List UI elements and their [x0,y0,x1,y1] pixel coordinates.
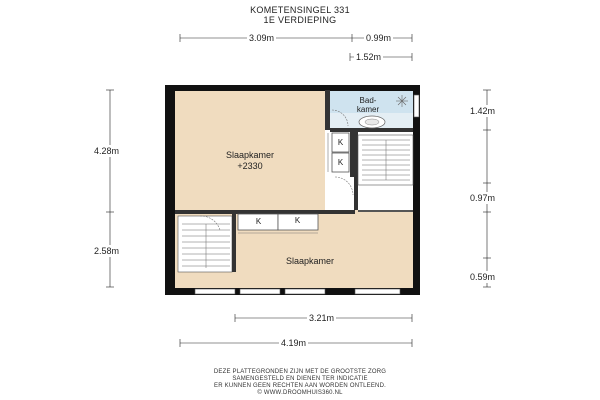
plan-subtitle: 1E VERDIEPING [263,15,337,25]
dim-right-bottom: 0.59m [470,272,496,282]
footer-line-3: ER KUNNEN GEEN RECHTEN AAN WORDEN ONTLEEND. [214,383,386,389]
dim-top-right: 0.99m [366,33,392,43]
wall-top [165,85,420,91]
dim-top-left: 3.09m [249,33,275,43]
window-bottom-3 [285,289,325,294]
footer-line-1: DEZE PLATTEGRONDEN ZIJN MET DE GROOTSTE ZORG [213,369,387,375]
wall-stair-lower-right [232,214,236,272]
room-upper-bedroom-height: +2330 [237,161,263,171]
dim-right-top: 1.42m [470,106,496,116]
closet-label-4: K [294,216,301,225]
dim-left-upper: 4.28m [94,146,120,156]
wall-stair-left [354,132,358,210]
room-bathroom-line1: Bad- [359,96,377,105]
door-swing-upper [335,177,353,195]
room-bathroom-line2: kamer [356,105,380,114]
wall-left [165,85,175,295]
closet-label-3: K [255,217,262,226]
wall-middle-right [358,210,413,212]
room-upper-bedroom-name: Slaapkamer [225,150,275,160]
stairs-lower [178,216,232,272]
dim-right-mid: 0.97m [470,193,496,203]
window-bottom-4 [355,289,400,294]
wall-bath-bottom [330,128,413,132]
washbasin-inner [365,119,379,125]
dim-left-lower: 2.58m [94,246,120,256]
closet-label-1: K [337,138,344,147]
dim-bottom-inner: 3.21m [309,313,335,323]
room-lower-bedroom-name: Slaapkamer [285,256,335,266]
wall-middle [175,210,355,214]
footer-line-4: © WWW.DROOMHUIS360.NL [257,390,343,396]
window-bottom-1 [195,289,235,294]
footer-line-2: SAMENGESTELD EN DIENEN TER INDICATIE [232,376,368,382]
plan-title: KOMETENSINGEL 331 [250,5,350,15]
window-bottom-2 [240,289,280,294]
dim-bottom-outer: 4.19m [281,338,307,348]
wall-bath-left [325,90,330,130]
window-right [414,95,419,117]
wall-closet-right [350,132,354,177]
closet-label-2: K [337,158,344,167]
dim-top-second: 1.52m [356,52,382,62]
